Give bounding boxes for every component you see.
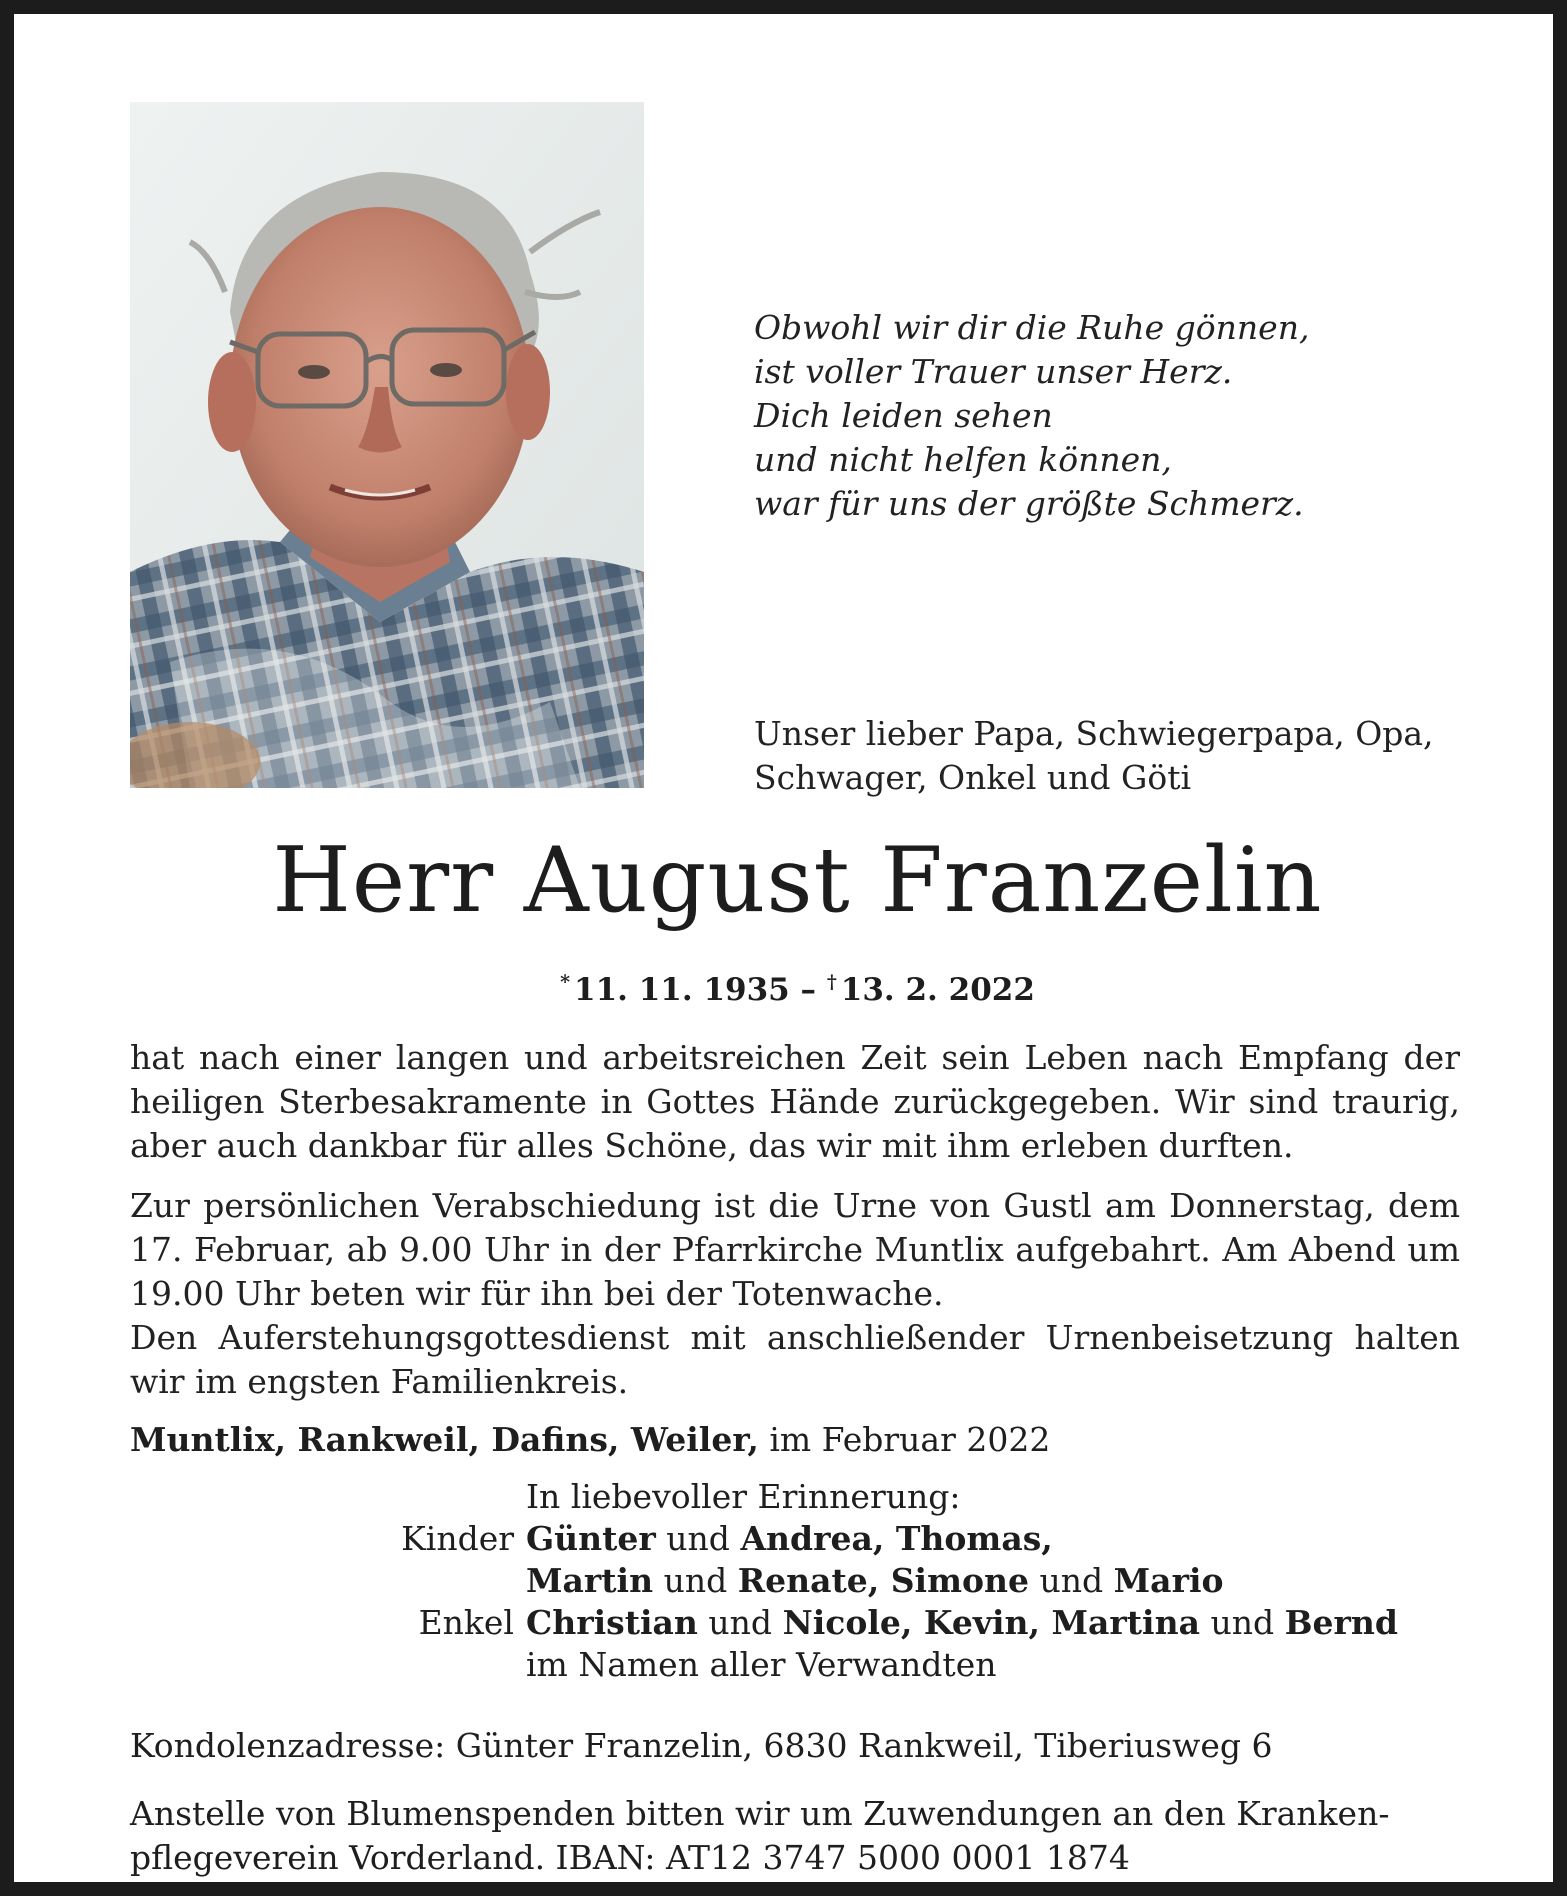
death-date: 13. 2. 2022: [840, 972, 1035, 1008]
intro-line: Schwager, Onkel und Göti: [754, 758, 1192, 797]
portrait-photo: [130, 102, 644, 788]
poem-line: Obwohl wir dir die Ruhe gönnen,: [754, 308, 1310, 347]
poem-line: Dich leiden sehen: [754, 396, 1053, 435]
life-dates: [14, 962, 1567, 1010]
deceased-name: Herr August Franzelin: [272, 828, 1323, 933]
poem-line: ist voller Trauer unser Herz.: [754, 352, 1233, 391]
place-towns: Muntlix, Rankweil, Dafins, Weiler,: [130, 1420, 759, 1459]
condolence-address: Kondolenzadresse: Günter Franzelin, 6830 Rankweil, Tiberiusweg 6: [130, 1726, 1273, 1765]
grandchildren-names: Christian und Nicole, Kevin, Martina und Bernd: [526, 1603, 1398, 1642]
grandchildren-row: [130, 1602, 1490, 1644]
poem-line: war für uns der größte Schmerz.: [754, 484, 1304, 523]
mourners-heading-row: [130, 1476, 1490, 1518]
children-row: [130, 1518, 1490, 1560]
donation-line: pflegeverein Vorderland. IBAN: AT12 3747 5000 0001 1874: [130, 1838, 1130, 1877]
birth-date: 11. 11. 1935: [574, 972, 790, 1008]
donation-line: Anstelle von Blumenspenden bitten wir um Zuwendungen an den Kranken-: [130, 1794, 1390, 1833]
date-separator: –: [800, 972, 817, 1008]
family-relation-intro: [754, 712, 1494, 800]
funeral-paragraph: Den Auferstehungsgottesdienst mit anschließender Urnenbeisetzung halten wir im engsten Familienkreis.: [130, 1318, 1460, 1401]
relatives-closing: im Namen aller Verwandten: [526, 1645, 997, 1684]
relatives-row: [130, 1644, 1490, 1686]
place-and-date: [130, 1418, 1460, 1462]
farewell-paragraph: Zur persönlichen Verabschiedung ist die Urne von Gustl am Donnerstag, dem 17. Februar, ab 9.00 Uhr in der Pfarrkirche Muntlix aufgebahrt. Am Abend um 19.00 Uhr beten wir für ihn bei der Totenwache.: [130, 1186, 1460, 1313]
intro-line: Unser lieber Papa, Schwiegerpapa, Opa,: [754, 714, 1434, 753]
children-names: Günter und Andrea, Thomas,: [526, 1519, 1053, 1558]
poem-line: und nicht helfen können,: [754, 440, 1172, 479]
mourners-heading: In liebevoller Erinnerung:: [526, 1477, 961, 1516]
birth-symbol: *: [560, 971, 570, 993]
children-label: Kinder: [401, 1519, 514, 1558]
donation-note: [130, 1792, 1460, 1880]
notice-date: im Februar 2022: [769, 1420, 1051, 1459]
grandchildren-label: Enkel: [418, 1603, 514, 1642]
death-symbol: †: [826, 971, 837, 993]
children-names: Martin und Renate, Simone und Mario: [526, 1561, 1224, 1600]
children-row-2: [130, 1560, 1490, 1602]
notice-paragraph: hat nach einer langen und arbeitsreichen Zeit sein Leben nach Empfang der heiligen Sterbesakramente in Gottes Hände zurückgegeben. Wir sind traurig, aber auch dankbar für alles Schöne, das wir mit ihm erleben durften.: [130, 1038, 1460, 1165]
memorial-poem: [754, 306, 1494, 526]
portrait-illustration: [130, 102, 644, 788]
mourners-list: [130, 1476, 1490, 1686]
